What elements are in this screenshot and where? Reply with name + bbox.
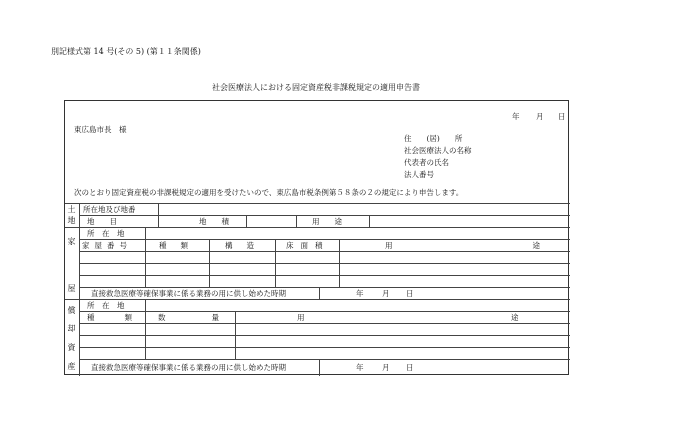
land-chimoku-field[interactable]: [159, 216, 245, 227]
house-col-number: 家屋番号: [82, 241, 132, 250]
depreciable-col-type: 種類: [87, 313, 162, 322]
house-col-type: 種類: [159, 241, 202, 250]
house-location-label: 所 在 地: [87, 229, 125, 238]
form-title: 社会医療法人における固定資産税非課税規定の適用申告書: [212, 83, 420, 92]
land-use-field[interactable]: [370, 216, 569, 227]
depreciable-start-label: 直接救急医療等確保事業に係る業務の用に供し始めた時期: [91, 363, 286, 372]
house-col-use: 用途: [385, 241, 680, 250]
house-col-structure: 構造: [225, 241, 268, 250]
house-start-year: 年: [356, 289, 364, 298]
house-start-label: 直接救急医療等確保事業に係る業務の用に供し始めた時期: [91, 289, 286, 298]
house-start-day: 日: [406, 289, 414, 298]
applicant-number-label: 法人番号: [404, 170, 434, 179]
depreciable-side-label-3: 資: [67, 343, 76, 352]
application-form: [64, 100, 680, 375]
land-location-label: 所在地及び地番: [83, 205, 136, 214]
depreciable-start-date-field[interactable]: [320, 360, 569, 375]
applicant-address-label: 住 (居) 所: [404, 134, 463, 143]
depreciable-start-day: 日: [406, 363, 414, 372]
land-area-field[interactable]: [297, 216, 368, 227]
house-start-date-field[interactable]: [320, 288, 569, 299]
depreciable-side-label-2: 却: [67, 324, 76, 333]
date-day-label: 日: [558, 112, 566, 121]
house-start-month: 月: [382, 289, 390, 298]
form-number: 別記様式第 14 号(その 5) (第１１条関係): [51, 47, 201, 56]
depreciable-col-use-1: 用: [297, 313, 305, 322]
statement: 次のとおり固定資産税の非課税規定の適用を受けたいので、東広島市税条例第５８条の２の規定により申告します。: [74, 188, 464, 197]
addressee: 東広島市長 様: [74, 125, 127, 134]
house-side-label-1: 家: [67, 237, 76, 246]
land-side-label-2: 地: [67, 216, 76, 225]
depreciable-start-year: 年: [356, 363, 364, 372]
land-location-field[interactable]: [159, 204, 569, 215]
house-side-label-2: 屋: [67, 284, 76, 293]
land-chimoku-label: 地 目: [87, 217, 117, 226]
depreciable-col-use-2: 途: [511, 313, 519, 322]
land-use-label: 用 途: [312, 217, 342, 226]
applicant-rep-label: 代表者の氏名: [404, 158, 449, 167]
house-location-field[interactable]: [146, 228, 569, 239]
depreciable-location-field[interactable]: [146, 300, 569, 311]
depreciable-side-label-1: 償: [67, 306, 76, 315]
house-entry-rows[interactable]: [80, 252, 569, 287]
depreciable-location-label: 所 在 地: [87, 301, 125, 310]
date-month-label: 月: [536, 112, 544, 121]
depreciable-entry-rows[interactable]: [80, 324, 569, 359]
depreciable-start-month: 月: [382, 363, 390, 372]
depreciable-col-quantity: 数量: [158, 313, 265, 322]
depreciable-side-label-4: 産: [67, 362, 76, 371]
land-side-label-1: 土: [67, 205, 76, 214]
land-area-label: 地 積: [199, 217, 229, 226]
applicant-name-label: 社会医療法人の名称: [404, 146, 472, 155]
house-col-floor-area: 床面積: [286, 241, 330, 250]
date-year-label: 年: [512, 112, 520, 121]
